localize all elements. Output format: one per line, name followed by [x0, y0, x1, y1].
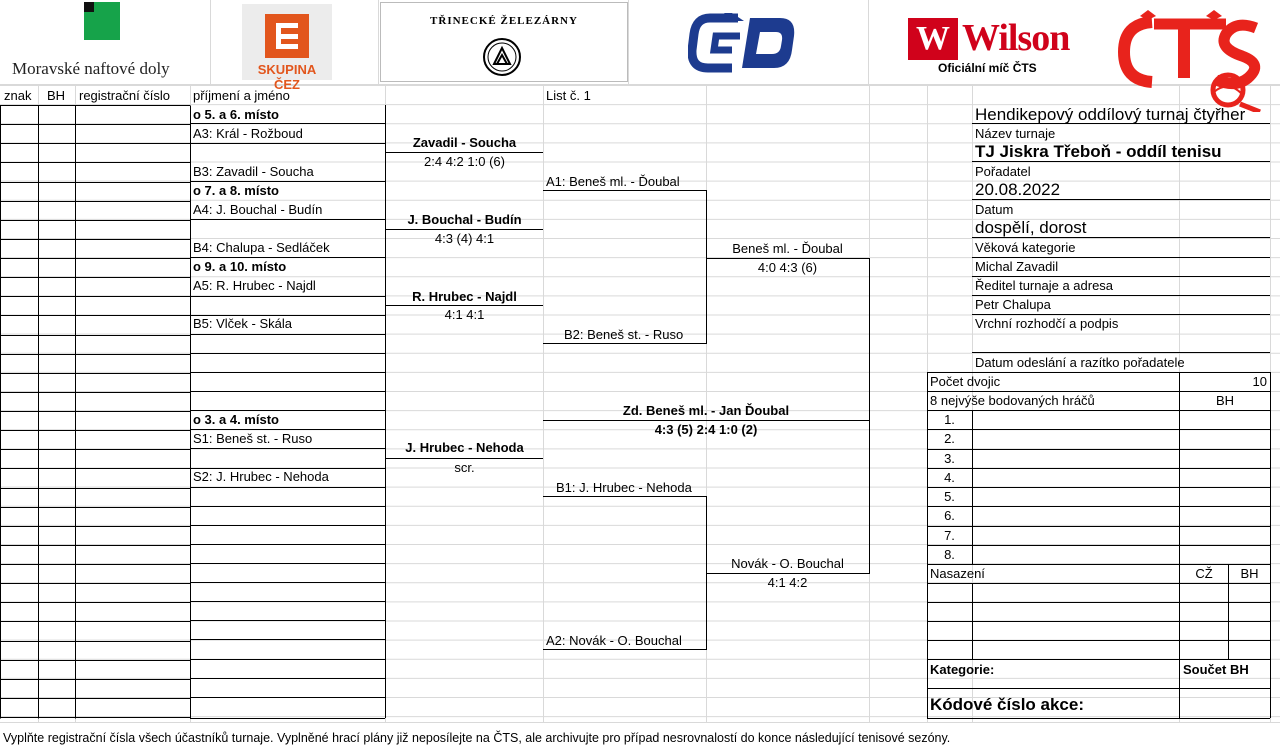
director-label: Ředitel turnaje a adresa — [975, 278, 1114, 293]
cez-logo-text: SKUPINA ČEZ — [257, 62, 317, 92]
player-pair-a4[interactable]: A4: J. Bouchal - Budín — [193, 202, 323, 217]
top8-rank-5: 5. — [944, 489, 955, 504]
player-pair-a3[interactable]: A3: Král - Rožboud — [193, 126, 303, 141]
seeding-bh-header: BH — [1240, 566, 1259, 581]
placement-header-5-6: o 5. a 6. místo — [193, 107, 279, 122]
score-5-6[interactable]: 2:4 4:2 1:0 (6) — [424, 154, 505, 169]
semifinal-1-winner[interactable]: Beneš ml. - Ďoubal — [732, 241, 843, 256]
final-score[interactable]: 4:3 (5) 2:4 1:0 (2) — [654, 422, 758, 437]
cts-logo-icon — [1118, 8, 1268, 112]
sum-bh-label: Součet BH — [1183, 662, 1249, 677]
cd-logo-icon — [688, 10, 800, 76]
top8-rank-8: 8. — [944, 547, 955, 562]
sent-date-label: Datum odeslání a razítko pořadatele — [975, 355, 1185, 370]
top8-rank-6: 6. — [944, 508, 955, 523]
player-pair-s2[interactable]: S2: J. Hrubec - Nehoda — [193, 469, 329, 484]
winner-5-6[interactable]: Zavadil - Soucha — [412, 135, 517, 150]
winner-7-8[interactable]: J. Bouchal - Budín — [407, 212, 522, 227]
pairs-count-label: Počet dvojic — [930, 374, 1001, 389]
col-header-bh: BH — [47, 88, 66, 103]
top8-rank-1: 1. — [944, 412, 955, 427]
date-value[interactable]: 20.08.2022 — [975, 180, 1061, 199]
col-header-znak: znak — [4, 88, 32, 103]
winner-9-10[interactable]: R. Hrubec - Najdl — [412, 289, 517, 304]
mnd-logo-text: Moravské naftové doly — [12, 59, 170, 78]
semifinal-2-score[interactable]: 4:1 4:2 — [767, 575, 808, 590]
mnd-logo — [0, 0, 210, 84]
winner-3-4[interactable]: J. Hrubec - Nehoda — [405, 440, 524, 455]
top8-bh-header: BH — [1215, 393, 1235, 408]
director-value[interactable]: Michal Zavadil — [975, 259, 1059, 274]
score-3-4[interactable]: scr. — [454, 460, 475, 475]
age-category-label: Věková kategorie — [975, 240, 1076, 255]
date-label: Datum — [975, 202, 1014, 217]
seeding-label: Nasazení — [930, 566, 985, 581]
player-pair-a5[interactable]: A5: R. Hrubec - Najdl — [193, 278, 316, 293]
placement-header-9-10: o 9. a 10. místo — [193, 259, 287, 274]
final-winner[interactable]: Zd. Beneš ml. - Jan Ďoubal — [622, 403, 790, 418]
top8-label: 8 nejvýše bodovaných hráčů — [930, 393, 1095, 408]
referee-label: Vrchní rozhodčí a podpis — [975, 316, 1119, 331]
bracket-a1[interactable]: A1: Beneš ml. - Ďoubal — [546, 174, 680, 189]
tournament-name-label: Název turnaje — [975, 126, 1056, 141]
player-pair-s1[interactable]: S1: Beneš st. - Ruso — [193, 431, 313, 446]
wilson-logo-text: Wilson — [962, 17, 1070, 59]
event-code-label: Kódové číslo akce: — [930, 695, 1085, 714]
top8-rank-3: 3. — [944, 451, 955, 466]
mnd-square-icon — [84, 2, 120, 40]
seeding-cz-header: CŽ — [1195, 566, 1213, 581]
placement-header-3-4: o 3. a 4. místo — [193, 412, 279, 427]
score-9-10[interactable]: 4:1 4:1 — [444, 307, 485, 322]
tournament-name-value[interactable]: TJ Jiskra Třeboň - oddíl tenisu — [975, 142, 1222, 161]
sheet-number: List č. 1 — [546, 88, 591, 103]
top8-rank-2: 2. — [944, 431, 955, 446]
wilson-w-icon: W — [908, 18, 958, 60]
trinec-logo — [380, 2, 628, 82]
pairs-count-value[interactable]: 10 — [1252, 374, 1267, 389]
top8-rank-4: 4. — [944, 470, 955, 485]
bracket-b1[interactable]: B1: J. Hrubec - Nehoda — [556, 480, 692, 495]
semifinal-1-score[interactable]: 4:0 4:3 (6) — [757, 260, 818, 275]
player-pair-b5[interactable]: B5: Vlček - Skála — [193, 316, 292, 331]
age-category-value[interactable]: dospělí, dorost — [975, 218, 1087, 237]
placement-header-7-8: o 7. a 8. místo — [193, 183, 279, 198]
col-header-registration: registrační číslo — [79, 88, 171, 103]
bracket-b2[interactable]: B2: Beneš st. - Ruso — [564, 327, 684, 342]
score-7-8[interactable]: 4:3 (4) 4:1 — [434, 231, 495, 246]
tournament-type[interactable]: Hendikepový oddílový turnaj čtyřher — [975, 105, 1246, 124]
category-label: Kategorie: — [930, 662, 995, 677]
cez-mark-icon — [265, 14, 309, 58]
wilson-subtitle: Oficiální míč ČTS — [938, 61, 1037, 75]
bracket-a2[interactable]: A2: Novák - O. Bouchal — [546, 633, 682, 648]
referee-value[interactable]: Petr Chalupa — [975, 297, 1051, 312]
organizer-label: Pořadatel — [975, 164, 1031, 179]
cez-logo — [242, 4, 332, 92]
wilson-logo — [906, 14, 1096, 80]
trinec-emblem-icon — [482, 37, 522, 77]
player-pair-b4[interactable]: B4: Chalupa - Sedláček — [193, 240, 330, 255]
top8-rank-7: 7. — [944, 528, 955, 543]
footer-note: Vyplňte registrační čísla všech účastníků turnaje. Vyplněné hrací plány již neposílejte na ČTS, ale archivujte pro případ nesrovnalostí do konce následující tenisové sezóny. — [3, 731, 951, 745]
trinec-logo-text: TŘINECKÉ ŽELEZÁRNY — [430, 15, 578, 27]
player-pair-b3[interactable]: B3: Zavadil - Soucha — [193, 164, 314, 179]
semifinal-2-winner[interactable]: Novák - O. Bouchal — [731, 556, 844, 571]
col-header-name: příjmení a jméno — [193, 88, 290, 103]
